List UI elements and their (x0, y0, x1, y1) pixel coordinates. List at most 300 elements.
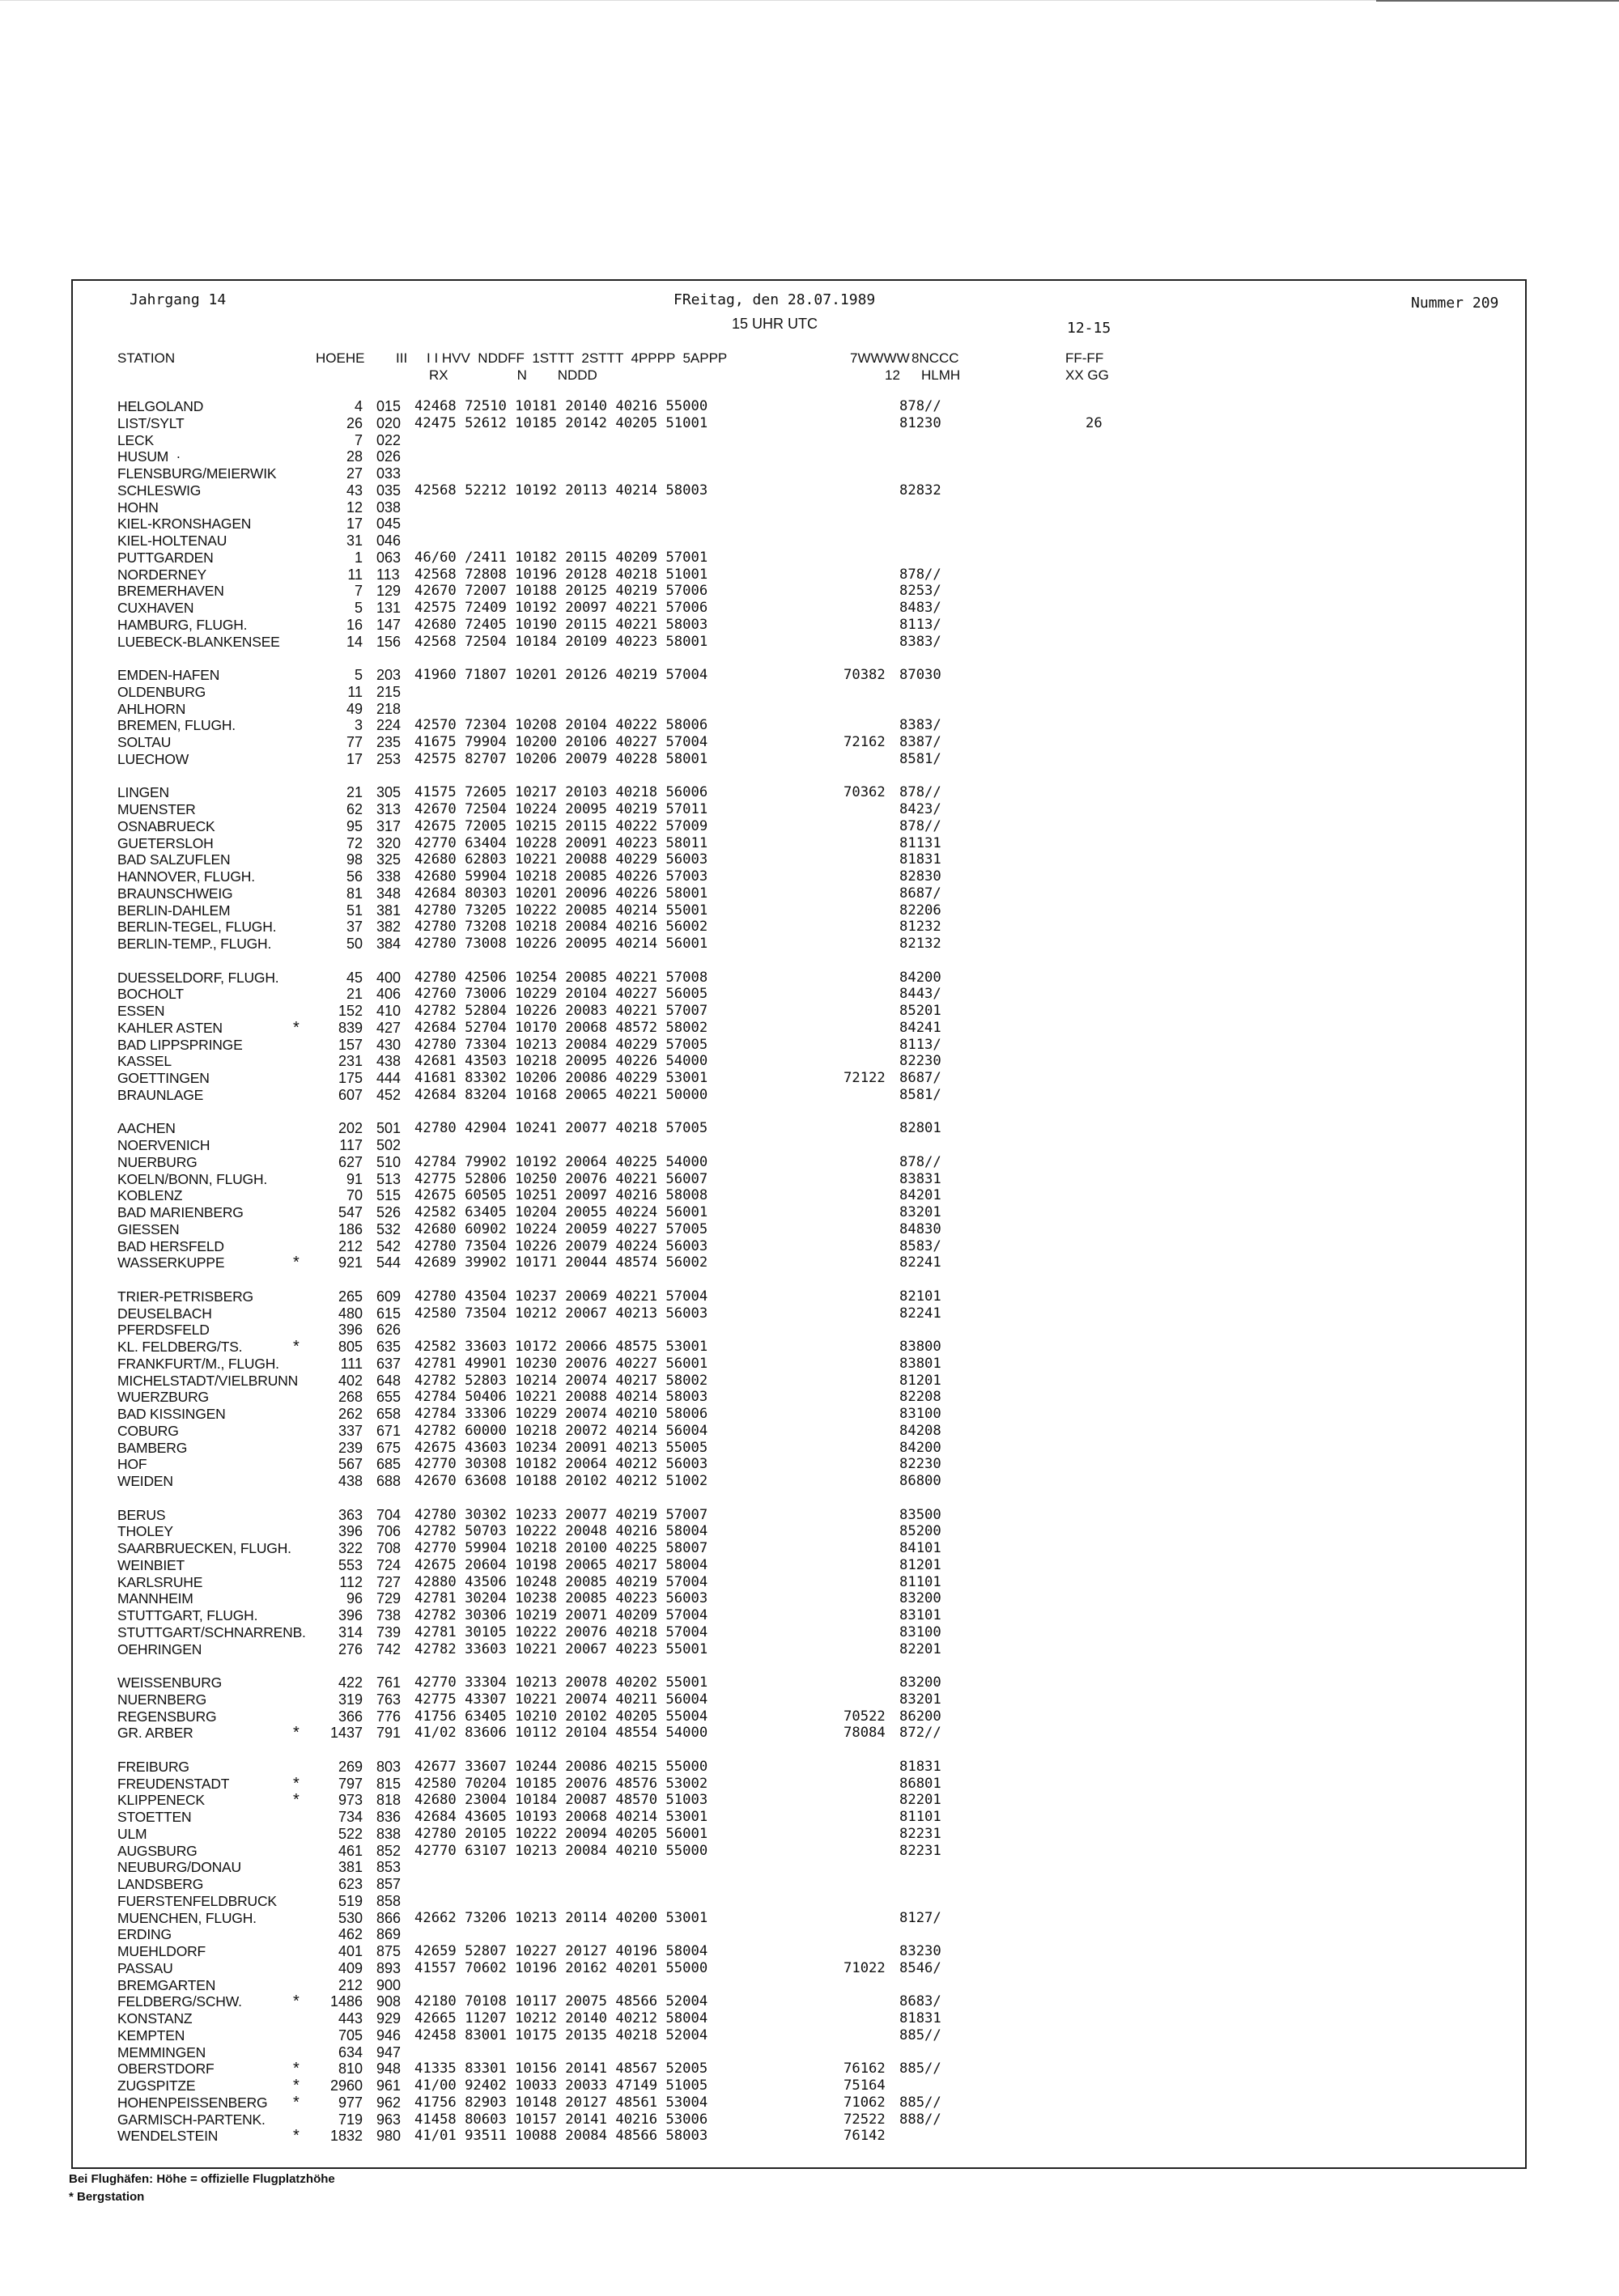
station-block-number: 526 (376, 1204, 402, 1220)
table-row (0, 1339, 1619, 1356)
station-block-number: 338 (376, 868, 402, 885)
group-8nccc: 83101 (899, 1607, 941, 1623)
table-row (0, 2044, 1619, 2061)
station-block-number: 961 (376, 2077, 402, 2094)
station-height: 5 (354, 600, 363, 616)
station-height: 16 (346, 616, 363, 633)
station-height: 202 (338, 1120, 363, 1137)
synop-groups: 42568 72808 10196 20128 40218 51001 (414, 566, 708, 583)
synop-groups: 42582 63405 10204 20055 40224 56001 (414, 1204, 708, 1220)
table-row (0, 986, 1619, 1003)
synop-groups: 42780 42904 10241 20077 40218 57005 (414, 1120, 708, 1137)
station-name: GIESSEN (117, 1220, 180, 1237)
station-block-number: 224 (376, 717, 402, 734)
station-block-number: 113 (376, 566, 400, 583)
synop-groups: 41756 82903 10148 20127 48561 53004 (414, 2094, 708, 2111)
synop-groups: 42780 42506 10254 20085 40221 57008 (414, 969, 708, 986)
station-name: WEINBIET (117, 1556, 185, 1573)
station-block-number: 253 (376, 750, 402, 767)
station-name: MUEHLDORF (117, 1943, 206, 1959)
synop-groups: 42582 33603 10172 20066 48575 53001 (414, 1339, 708, 1355)
station-name: BOCHOLT (117, 986, 184, 1003)
group-8nccc: 86800 (899, 1473, 941, 1489)
station-height: 396 (338, 1523, 363, 1540)
synop-groups: 42782 52803 10214 20074 40217 58002 (414, 1372, 708, 1389)
table-row (0, 1154, 1619, 1171)
station-name: AHLHORN (117, 700, 186, 717)
group-8nccc: 878// (899, 817, 941, 834)
table-row (0, 1238, 1619, 1255)
station-height: 77 (346, 734, 363, 750)
group-8nccc: 82832 (899, 482, 941, 499)
station-height: 839 (338, 1019, 363, 1036)
group-8nccc: 83200 (899, 1674, 941, 1691)
synop-groups: 42780 73008 10226 20095 40214 56001 (414, 936, 708, 952)
station-name: BRAUNLAGE (117, 1086, 204, 1103)
group-8nccc: 872// (899, 1725, 941, 1742)
synop-groups: 42665 11207 10212 20140 40212 58004 (414, 2010, 708, 2027)
table-row (0, 465, 1619, 482)
station-height: 17 (346, 516, 363, 533)
synop-groups: 42675 72005 10215 20115 40222 57009 (414, 817, 708, 834)
station-name: NUERBURG (117, 1153, 198, 1170)
station-block-number: 727 (376, 1573, 402, 1590)
group-7wwww: 75164 (843, 2077, 886, 2094)
station-name: PASSAU (117, 1959, 173, 1976)
station-name: DUESSELDORF, FLUGH. (117, 969, 279, 986)
station-block-number: 156 (376, 633, 402, 650)
group-8nccc: 8423/ (899, 801, 941, 817)
table-row (0, 1523, 1619, 1540)
station-block-number: 648 (376, 1372, 402, 1389)
station-block-number: 218 (376, 700, 402, 717)
table-row (0, 1809, 1619, 1826)
station-name: HANNOVER, FLUGH. (117, 868, 255, 885)
station-star: * (293, 1993, 300, 2011)
station-block-number: 739 (376, 1623, 402, 1640)
group-8nccc: 8581/ (899, 750, 941, 767)
synop-groups: 42689 39902 10171 20044 48574 56002 (414, 1254, 708, 1271)
table-row (0, 634, 1619, 651)
station-block-number: 962 (376, 2094, 402, 2111)
station-name: STUTTGART/SCHNARRENB. (117, 1623, 306, 1640)
station-name: BRAUNSCHWEIG (117, 885, 233, 902)
station-height: 322 (338, 1540, 363, 1556)
synop-groups: 42775 52806 10250 20076 40221 56007 (414, 1170, 708, 1187)
table-row (0, 801, 1619, 818)
scan-edge-line-faint (0, 0, 1376, 1)
station-name: KOBLENZ (117, 1187, 183, 1204)
station-name: KIEL-HOLTENAU (117, 533, 227, 549)
station-name: OSNABRUECK (117, 817, 215, 834)
station-name: KOELN/BONN, FLUGH. (117, 1170, 268, 1187)
synop-groups: 42781 30204 10238 20085 40223 56003 (414, 1590, 708, 1607)
synop-groups: 42570 72304 10208 20104 40222 58006 (414, 717, 708, 734)
group-8nccc: 83200 (899, 1590, 941, 1607)
group-7wwww: 72122 (843, 1070, 886, 1086)
station-block-number: 946 (376, 2027, 402, 2043)
synop-groups: 42568 52212 10192 20113 40214 58003 (414, 482, 708, 499)
col-ff: FF-FF (1065, 350, 1104, 366)
station-height: 50 (346, 936, 363, 952)
station-name: DEUSELBACH (117, 1305, 212, 1322)
station-name: NEUBURG/DONAU (117, 1859, 241, 1876)
station-block-number: 544 (376, 1254, 402, 1271)
table-row (0, 1137, 1619, 1154)
synop-groups: 42770 59904 10218 20100 40225 58007 (414, 1540, 708, 1556)
group-8nccc: 82231 (899, 1842, 941, 1859)
table-row (0, 415, 1619, 432)
station-block-number: 866 (376, 1909, 402, 1926)
station-height: 363 (338, 1506, 363, 1523)
station-block-number: 869 (376, 1926, 402, 1943)
station-height: 705 (338, 2027, 363, 2043)
station-name: MANNHEIM (117, 1590, 193, 1607)
group-8nccc: 86801 (899, 1775, 941, 1792)
station-height: 553 (338, 1556, 363, 1573)
table-row (0, 1373, 1619, 1390)
station-block-number: 742 (376, 1640, 402, 1657)
station-block-number: 317 (376, 817, 402, 834)
table-row (0, 2128, 1619, 2145)
station-height: 422 (338, 1674, 363, 1691)
table-row (0, 1473, 1619, 1490)
station-block-number: 033 (376, 465, 402, 482)
synop-groups: 42670 63608 10188 20102 40212 51002 (414, 1473, 708, 1489)
station-name: BREMGARTEN (117, 1976, 216, 1993)
station-name: MUENCHEN, FLUGH. (117, 1909, 257, 1926)
group-8nccc: 83801 (899, 1355, 941, 1372)
table-row (0, 1171, 1619, 1188)
synop-groups: 42775 43307 10221 20074 40211 56004 (414, 1691, 708, 1708)
station-block-number: 626 (376, 1322, 402, 1339)
table-row (0, 1674, 1619, 1691)
station-block-number: 438 (376, 1053, 402, 1070)
station-name: FELDBERG/SCHW. (117, 1993, 242, 2010)
table-row (0, 516, 1619, 533)
station-block-number: 381 (376, 902, 402, 919)
group-8nccc: 84200 (899, 969, 941, 986)
station-block-number: 444 (376, 1070, 402, 1086)
station-block-number: 063 (376, 549, 402, 566)
group-7wwww: 72162 (843, 734, 886, 750)
synop-groups: 42782 52804 10226 20083 40221 57007 (414, 1003, 708, 1019)
table-row (0, 499, 1619, 516)
station-star: * (293, 1254, 300, 1272)
station-height: 239 (338, 1439, 363, 1456)
table-row (0, 684, 1619, 701)
station-height: 366 (338, 1708, 363, 1725)
station-name: ULM (117, 1825, 147, 1842)
synop-groups: 42880 43506 10248 20085 40219 57004 (414, 1573, 708, 1590)
station-block-number: 305 (376, 784, 402, 801)
station-block-number: 384 (376, 936, 402, 952)
station-block-number: 858 (376, 1892, 402, 1909)
station-block-number: 235 (376, 734, 402, 750)
group-8nccc: 83230 (899, 1943, 941, 1959)
station-height: 402 (338, 1372, 363, 1389)
station-name: LUEBECK-BLANKENSEE (117, 633, 280, 650)
station-height: 443 (338, 2010, 363, 2027)
station-name: KASSEL (117, 1053, 172, 1070)
group-7wwww: 72522 (843, 2111, 886, 2128)
group-8nccc: 8683/ (899, 1993, 941, 2010)
group-7wwww: 76162 (843, 2060, 886, 2077)
station-name: ESSEN (117, 1003, 165, 1019)
col-group-8: 8NCCC (911, 350, 959, 366)
synop-groups: 42680 62803 10221 20088 40229 56003 (414, 851, 708, 868)
table-row (0, 851, 1619, 868)
station-height: 175 (338, 1070, 363, 1086)
station-height: 43 (346, 482, 363, 499)
station-block-number: 708 (376, 1540, 402, 1556)
synop-groups: 42180 70108 10117 20075 48566 52004 (414, 1993, 708, 2010)
table-row (0, 1776, 1619, 1793)
station-name: STOETTEN (117, 1809, 192, 1825)
station-block-number: 893 (376, 1959, 402, 1976)
station-name: EMDEN-HAFEN (117, 667, 220, 683)
group-8nccc: 82241 (899, 1305, 941, 1322)
synop-groups: 42684 83204 10168 20065 40221 50000 (414, 1086, 708, 1103)
group-8nccc: 82801 (899, 1120, 941, 1137)
synop-groups: 42784 79902 10192 20064 40225 54000 (414, 1153, 708, 1170)
synop-groups: 42781 49901 10230 20076 40227 56001 (414, 1355, 708, 1372)
station-block-number: 818 (376, 1792, 402, 1809)
table-row (0, 1020, 1619, 1037)
station-star: * (293, 2127, 300, 2145)
station-height: 1 (354, 549, 363, 566)
station-height: 51 (346, 902, 363, 919)
station-name: KIEL-KRONSHAGEN (117, 516, 252, 533)
station-block-number: 015 (376, 398, 402, 414)
station-name: GARMISCH-PARTENK. (117, 2111, 266, 2128)
table-row (0, 1204, 1619, 1221)
station-block-number: 963 (376, 2111, 402, 2128)
station-height: 401 (338, 1943, 363, 1959)
table-row (0, 1456, 1619, 1473)
table-row (0, 1221, 1619, 1238)
station-name: COBURG (117, 1422, 179, 1439)
table-row (0, 818, 1619, 835)
station-block-number: 022 (376, 431, 402, 448)
synop-groups: 42784 33306 10229 20074 40210 58006 (414, 1406, 708, 1422)
station-name: FREUDENSTADT (117, 1775, 230, 1792)
report-date: FReitag, den 28.07.1989 (674, 291, 876, 308)
station-block-number: 947 (376, 2043, 402, 2060)
station-height: 719 (338, 2111, 363, 2128)
group-8nccc: 885// (899, 2060, 941, 2077)
synop-groups: 42675 20604 10198 20065 40217 58004 (414, 1556, 708, 1573)
station-height: 396 (338, 1607, 363, 1623)
station-height: 409 (338, 1959, 363, 1976)
group-8nccc: 81831 (899, 1758, 941, 1775)
table-row (0, 734, 1619, 751)
table-row (0, 1607, 1619, 1624)
synop-groups: 42670 72007 10188 20125 40219 57006 (414, 583, 708, 600)
synop-groups: 42780 73208 10218 20084 40216 56002 (414, 919, 708, 936)
col-group-7-sub: 12 (885, 367, 900, 383)
group-8nccc: 82101 (899, 1288, 941, 1305)
synop-groups: 42770 63404 10228 20091 40223 58011 (414, 834, 708, 851)
group-8nccc: 82230 (899, 1456, 941, 1473)
station-height: 95 (346, 817, 363, 834)
col-group-7: 7WWWW (850, 350, 910, 366)
group-8nccc: 878// (899, 1153, 941, 1170)
group-8nccc: 81831 (899, 851, 941, 868)
station-name: BAD MARIENBERG (117, 1204, 244, 1220)
group-8nccc: 888// (899, 2111, 941, 2128)
synop-groups: 42575 82707 10206 20079 40228 58001 (414, 750, 708, 767)
table-row (0, 2111, 1619, 2128)
group-8nccc: 81101 (899, 1573, 941, 1590)
table-row (0, 2077, 1619, 2094)
synop-groups: 42580 70204 10185 20076 48576 53002 (414, 1775, 708, 1792)
station-name: BAD SALZUFLEN (117, 851, 231, 868)
station-name: HELGOLAND (117, 398, 204, 414)
synop-groups: 41458 80603 10157 20141 40216 53006 (414, 2111, 708, 2128)
table-row (0, 1003, 1619, 1020)
synop-groups: 42680 72405 10190 20115 40221 58003 (414, 616, 708, 633)
station-name: BAD HERSFELD (117, 1237, 224, 1254)
station-name: LANDSBERG (117, 1876, 204, 1892)
station-block-number: 046 (376, 533, 402, 549)
station-star: * (293, 2060, 300, 2078)
station-block-number: 038 (376, 499, 402, 516)
station-block-number: 729 (376, 1590, 402, 1607)
station-height: 973 (338, 1792, 363, 1809)
group-8nccc: 84201 (899, 1187, 941, 1204)
station-height: 627 (338, 1153, 363, 1170)
station-name: FUERSTENFELDBRUCK (117, 1892, 277, 1909)
group-8nccc: 8546/ (899, 1959, 941, 1976)
station-height: 37 (346, 919, 363, 936)
station-name: HOHN (117, 499, 159, 516)
group-7wwww: 70362 (843, 784, 886, 801)
table-row (0, 1708, 1619, 1725)
table-row (0, 550, 1619, 567)
station-height: 72 (346, 834, 363, 851)
group-8nccc: 82830 (899, 868, 941, 885)
table-row (0, 2010, 1619, 2027)
group-8nccc: 81230 (899, 414, 941, 431)
group-8nccc: 83201 (899, 1691, 941, 1708)
station-block-number: 035 (376, 482, 402, 499)
table-row (0, 1288, 1619, 1305)
station-name: WUERZBURG (117, 1389, 209, 1406)
table-row (0, 1389, 1619, 1406)
station-block-number: 900 (376, 1976, 402, 1993)
volume-label: Jahrgang 14 (130, 291, 227, 308)
station-height: 805 (338, 1339, 363, 1355)
table-row (0, 1943, 1619, 1960)
group-8nccc: 8581/ (899, 1086, 941, 1103)
station-name: STUTTGART, FLUGH. (117, 1607, 258, 1623)
synop-groups: 42780 20105 10222 20094 40205 56001 (414, 1825, 708, 1842)
station-block-number: 532 (376, 1220, 402, 1237)
station-name: HOHENPEISSENBERG (117, 2094, 268, 2111)
synop-groups: 42575 72409 10192 20097 40221 57006 (414, 600, 708, 616)
synop-groups: 41675 79904 10200 20106 40227 57004 (414, 734, 708, 750)
station-name: LECK (117, 431, 154, 448)
station-height: 530 (338, 1909, 363, 1926)
table-row (0, 1423, 1619, 1440)
station-name: PUTTGARDEN (117, 549, 214, 566)
table-row (0, 1557, 1619, 1574)
station-name: BAD KISSINGEN (117, 1406, 226, 1422)
group-8nccc: 84101 (899, 1540, 941, 1556)
col-block: III (396, 350, 408, 366)
station-block-number: 791 (376, 1725, 402, 1742)
synop-groups: 41960 71807 10201 20126 40219 57004 (414, 667, 708, 683)
synop-groups: 42680 59904 10218 20085 40226 57003 (414, 868, 708, 885)
synop-groups: 42468 72510 10181 20140 40216 55000 (414, 398, 708, 414)
table-row (0, 970, 1619, 987)
station-height: 461 (338, 1842, 363, 1859)
bulletin-number: Nummer 209 (1411, 295, 1499, 312)
station-height: 70 (346, 1187, 363, 1204)
group-7wwww: 71062 (843, 2094, 886, 2111)
station-block-number: 761 (376, 1674, 402, 1691)
synop-groups: 42681 43503 10218 20095 40226 54000 (414, 1053, 708, 1070)
station-block-number: 724 (376, 1556, 402, 1573)
table-row (0, 1876, 1619, 1893)
table-row (0, 1993, 1619, 2010)
table-row (0, 1574, 1619, 1591)
station-block-number: 704 (376, 1506, 402, 1523)
station-block-number: 502 (376, 1137, 402, 1153)
station-name: SOLTAU (117, 734, 172, 750)
group-8nccc: 8583/ (899, 1237, 941, 1254)
table-row (0, 600, 1619, 617)
group-8nccc: 82241 (899, 1254, 941, 1271)
table-row (0, 885, 1619, 902)
group-8nccc: 84241 (899, 1019, 941, 1036)
station-name: BREMERHAVEN (117, 583, 224, 600)
station-height: 276 (338, 1640, 363, 1657)
group-8nccc: 84830 (899, 1220, 941, 1237)
station-block-number: 515 (376, 1187, 402, 1204)
station-name: NUERNBERG (117, 1691, 207, 1708)
synop-groups: 42760 73006 10229 20104 40227 56005 (414, 986, 708, 1003)
station-height: 96 (346, 1590, 363, 1607)
station-height: 634 (338, 2043, 363, 2060)
group-8nccc: 86200 (899, 1708, 941, 1725)
table-row (0, 667, 1619, 684)
station-block-number: 452 (376, 1086, 402, 1103)
station-block-number: 635 (376, 1339, 402, 1355)
table-row (0, 1725, 1619, 1742)
station-name: OEHRINGEN (117, 1640, 202, 1657)
station-height: 11 (347, 566, 363, 583)
station-height: 7 (354, 583, 363, 600)
station-name: MUENSTER (117, 801, 196, 817)
station-height: 519 (338, 1892, 363, 1909)
station-name: MICHELSTADT/VIELBRUNN (117, 1372, 299, 1389)
station-block-number: 513 (376, 1170, 402, 1187)
table-row (0, 1070, 1619, 1087)
table-row (0, 2060, 1619, 2077)
station-height: 49 (346, 700, 363, 717)
group-8nccc: 82201 (899, 1640, 941, 1657)
group-8nccc: 82208 (899, 1389, 941, 1406)
scan-edge-line (1376, 0, 1619, 2)
station-block-number: 852 (376, 1842, 402, 1859)
station-height: 12 (346, 499, 363, 516)
station-block-number: 675 (376, 1439, 402, 1456)
station-star: * (293, 1338, 300, 1356)
group-8nccc: 84208 (899, 1422, 941, 1439)
station-height: 268 (338, 1389, 363, 1406)
